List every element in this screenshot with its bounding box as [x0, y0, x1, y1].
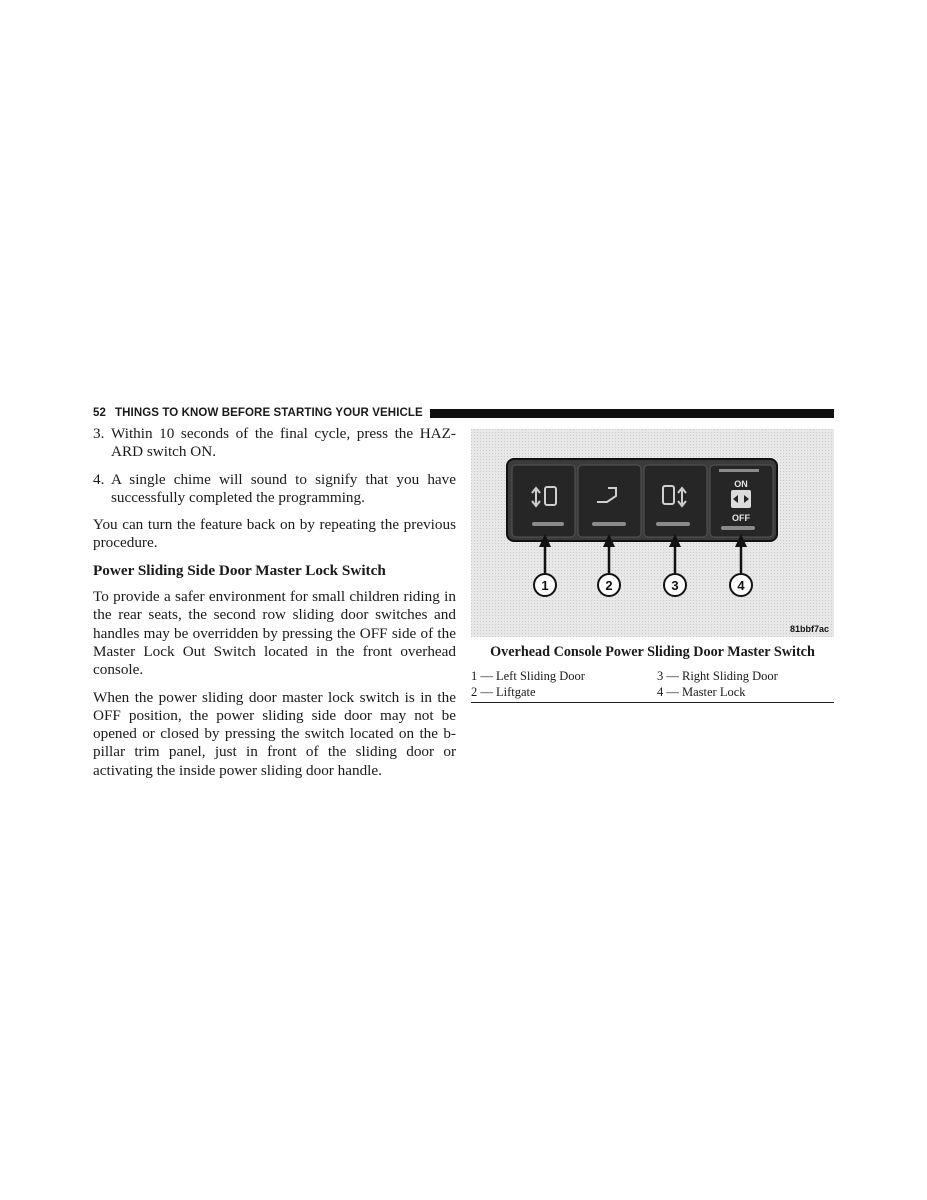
section-subheading: Power Sliding Side Door Master Lock Switch	[93, 561, 386, 579]
paragraph-safer-environment: To provide a safer environment for small children riding in the rear seats, the second row sliding door switches and handles may be overridden by pressing the OFF side of the Master Lock Out Switch located in the front overhead console.	[93, 588, 456, 679]
liftgate-button	[578, 465, 641, 537]
header-rule	[430, 409, 834, 418]
figure-caption: Overhead Console Power Sliding Door Master Switch	[490, 644, 815, 660]
master-lock-button	[710, 465, 773, 537]
callout-label-3: 3	[671, 578, 679, 593]
paragraph-master-lock-off: When the power sliding door master lock switch is in the OFF position, the power sliding side door may not be opened or closed by pressing the switch located on the b-pillar trim panel, just in front of the sliding door or activating the inside power sliding door handle.	[93, 688, 456, 779]
page-number: 52	[93, 407, 106, 419]
step-number: 3.	[93, 425, 105, 442]
callout-label-4: 4	[737, 578, 745, 593]
step-number: 4.	[93, 470, 105, 488]
paragraph-feature-back-on: You can turn the feature back on by repeating the previous procedure.	[93, 516, 456, 552]
left-sliding-door-button	[512, 465, 575, 537]
switch-panel-illustration	[471, 429, 834, 637]
figure-legend	[471, 669, 834, 703]
legend-row	[471, 685, 834, 701]
callout-label-2: 2	[605, 578, 613, 593]
step-4	[93, 471, 456, 508]
figure-image-code: 81bbf7ac	[789, 624, 829, 634]
legend-item: 4 — Master Lock	[657, 684, 746, 699]
right-sliding-door-button	[644, 465, 707, 537]
step-text: A single chime will sound to signify that you have successfully completed the programming.	[111, 470, 456, 506]
legend-item: 1 — Left Sliding Door	[471, 669, 585, 683]
section-title: THINGS TO KNOW BEFORE STARTING YOUR VEHICLE	[115, 407, 423, 419]
switch-off-label: OFF	[732, 513, 750, 523]
legend-row	[471, 669, 834, 685]
legend-item: 3 — Right Sliding Door	[657, 669, 778, 683]
switch-on-label: ON	[734, 479, 748, 489]
legend-item: 2 — Liftgate	[471, 684, 536, 699]
page-header	[93, 405, 834, 421]
master-lock-icon	[731, 490, 751, 508]
step-3	[93, 425, 456, 462]
callout-label-1: 1	[541, 578, 549, 593]
step-text: Within 10 seconds of the final cycle, press the HAZ-ARD switch ON.	[111, 425, 456, 461]
body-text-column	[93, 425, 456, 789]
